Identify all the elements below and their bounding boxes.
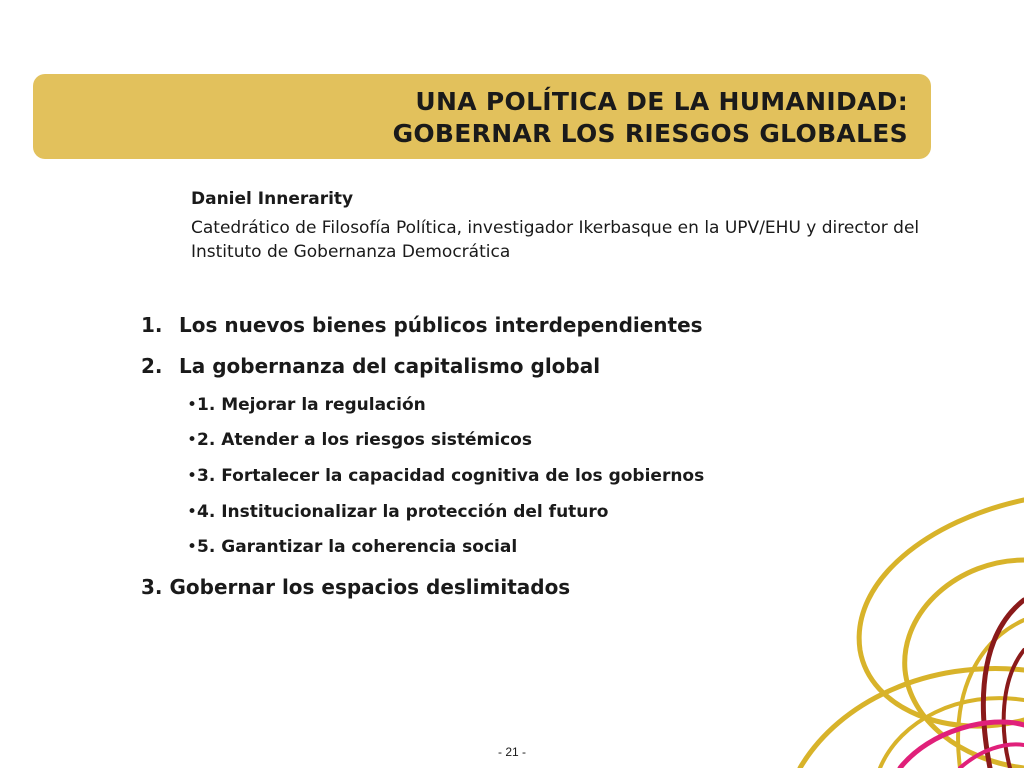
sub-item-5-text: 5. Garantizar la coherencia social [197, 537, 518, 557]
title-line-2: GOBERNAR LOS RIESGOS GLOBALES [392, 119, 908, 148]
bullet-icon: • [187, 466, 198, 486]
sub-item-4-text: 4. Institucionalizar la protección del futuro [197, 502, 609, 522]
page-number: - 21 - [498, 745, 527, 759]
sub-item-3-text: 3. Fortalecer la capacidad cognitiva de los gobiernos [197, 466, 705, 486]
outline-item-1-number: 1. [141, 313, 163, 337]
outline-item-2-text: La gobernanza del capitalismo global [179, 354, 601, 378]
author-description: Catedrático de Filosofía Política, investigador Ikerbasque en la UPV/EHU y director del Instituto de Gobernanza Democrática [191, 218, 920, 262]
bullet-icon: • [187, 395, 198, 415]
sub-item-2-text: 2. Atender a los riesgos sistémicos [197, 430, 532, 450]
outline-item-2-number: 2. [141, 354, 163, 378]
title-line-1: UNA POLÍTICA DE LA HUMANIDAD: [415, 87, 908, 116]
bullet-icon: • [187, 537, 198, 557]
outline-item-3: 3. Gobernar los espacios deslimitados [141, 575, 571, 599]
outline-item-1-text: Los nuevos bienes públicos interdependientes [179, 313, 703, 337]
author-name: Daniel Innerarity [191, 189, 354, 209]
bullet-icon: • [187, 502, 198, 522]
bullet-icon: • [187, 430, 198, 450]
sub-item-1-text: 1. Mejorar la regulación [197, 395, 426, 415]
